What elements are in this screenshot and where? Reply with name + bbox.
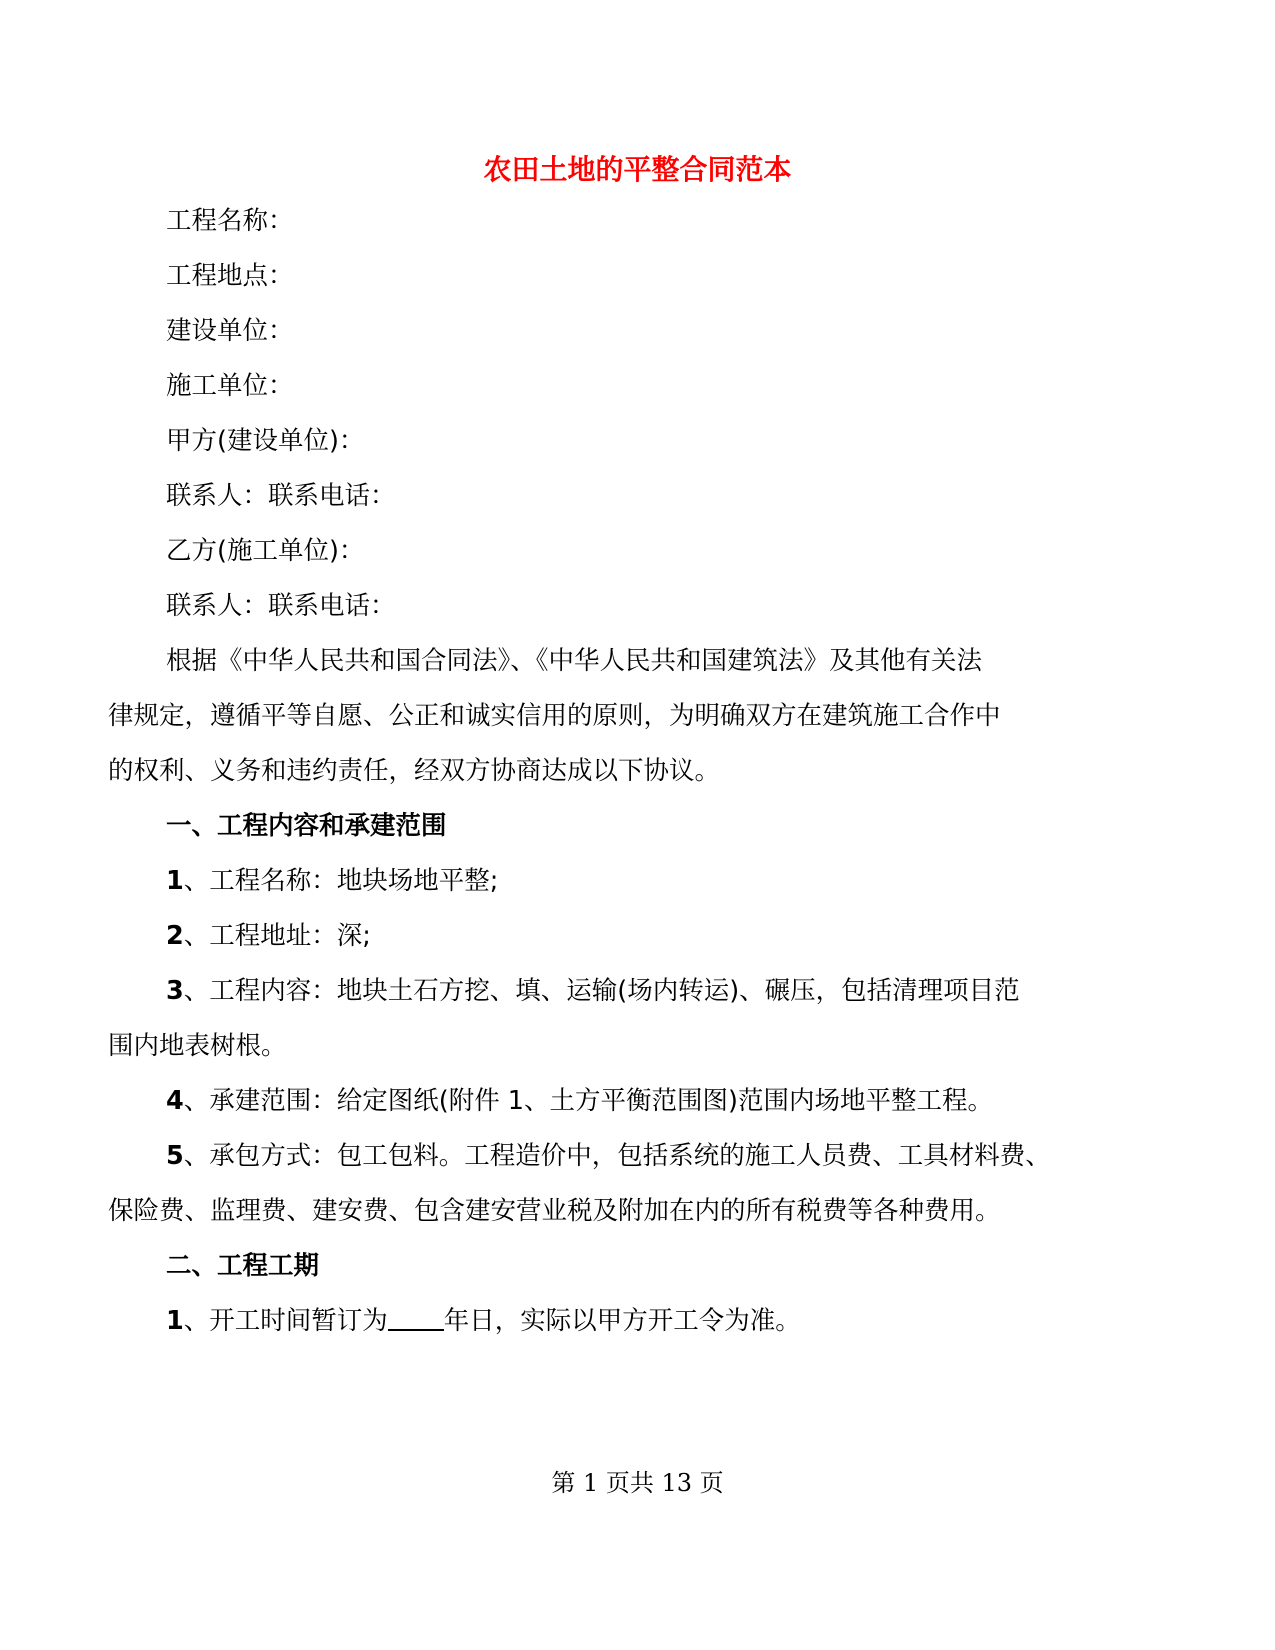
section-1-item-3-continued: 围内地表树根。 (108, 1031, 287, 1061)
section-1-item-1 (108, 854, 1168, 909)
document-title: 农田土地的平整合同范本 (483, 153, 792, 186)
field-party-a-contact: 联系人：联系电话： (166, 481, 396, 511)
field-project-location: 工程地点： (166, 261, 294, 291)
section-1-item-3 (108, 964, 1168, 1019)
item-text: 、承建范围：给定图纸(附件 1、土方平衡范围图)范围内场地平整工程。 (183, 1086, 993, 1116)
field-construction-unit: 建设单位： (166, 316, 294, 346)
section-1-item-2 (108, 909, 1168, 964)
item-number: 2 (166, 921, 184, 951)
field-party-a: 甲方(建设单位)： (166, 426, 365, 456)
item-text: 、工程内容：地块土石方挖、填、运输(场内转运)、碾压，包括清理项目范 (183, 976, 1020, 1006)
field-party-b: 乙方(施工单位)： (166, 536, 365, 566)
section-2-heading: 二、工程工期 (166, 1251, 320, 1281)
section-2-item-1 (108, 1294, 1168, 1349)
section-1-item-5 (108, 1129, 1168, 1184)
preamble-line-3: 的权利、义务和违约责任，经双方协商达成以下协议。 (108, 756, 721, 786)
item-text: 、工程名称：地块场地平整; (183, 866, 499, 896)
section-1-item-5-continued: 保险费、监理费、建安费、包含建安营业税及附加在内的所有税费等各种费用。 (108, 1196, 1001, 1226)
field-party-b-contact: 联系人：联系电话： (166, 591, 396, 621)
page-footer: 第 1 页共 13 页 (551, 1469, 724, 1497)
section-1-item-4 (108, 1074, 1168, 1129)
document-body (108, 194, 1168, 1349)
item-text: 、承包方式：包工包料。工程造价中，包括系统的施工人员费、工具材料费、 (183, 1141, 1051, 1171)
section-1-heading: 一、工程内容和承建范围 (166, 811, 447, 841)
item-number: 5 (166, 1141, 184, 1171)
item-text: 、工程地址：深; (183, 921, 371, 951)
item-number: 4 (166, 1086, 184, 1116)
item-number: 1 (166, 1306, 184, 1336)
item-number: 3 (166, 976, 184, 1006)
item-number: 1 (166, 866, 184, 896)
preamble-line-2: 律规定，遵循平等自愿、公正和诚实信用的原则，为明确双方在建筑施工合作中 (108, 701, 1001, 731)
preamble-line-1: 根据《中华人民共和国合同法》、《中华人民共和国建筑法》及其他有关法 (166, 646, 983, 676)
field-project-name: 工程名称： (166, 206, 294, 236)
item-text-before: 、开工时间暂订为 (183, 1306, 388, 1336)
item-text-after: 年日，实际以甲方开工令为准。 (443, 1306, 801, 1336)
fill-in-blank (388, 1301, 444, 1331)
field-builder-unit: 施工单位： (166, 371, 294, 401)
